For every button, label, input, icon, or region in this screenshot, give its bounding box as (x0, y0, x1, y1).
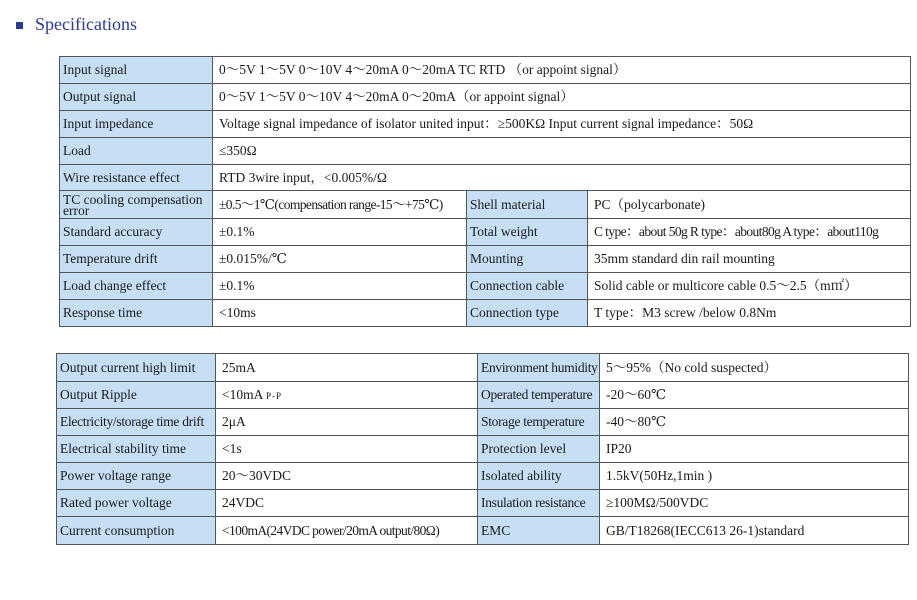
spec-value: 25mA (216, 354, 478, 382)
spec-label: Connection type (467, 300, 588, 327)
spec-label: Mounting (467, 246, 588, 273)
square-bullet-icon (16, 22, 23, 29)
spec-value: C type：about 50g R type：about80g A type：about110g (588, 219, 911, 246)
spec-label: Electricity/storage time drift (57, 409, 216, 436)
spec-value: ±0.1% (213, 273, 467, 300)
spec-value: 24VDC (216, 490, 478, 517)
table-row (60, 191, 911, 219)
spec-label: Connection cable (467, 273, 588, 300)
spec-value: 20～30VDC (216, 463, 478, 490)
spec-label: Current consumption (57, 517, 216, 545)
spec-label: Storage temperature (478, 409, 600, 436)
spec-value: 0～5V 1～5V 0～10V 4～20mA 0～20mA（or appoint signal） (213, 84, 911, 111)
spec-label: Insulation resistance (478, 490, 600, 517)
ripple-value: <10mA (222, 386, 263, 402)
spec-value: <1s (216, 436, 478, 463)
spec-label: Power voltage range (57, 463, 216, 490)
spec-label: Rated power voltage (57, 490, 216, 517)
spec-value: ≤350Ω (213, 138, 911, 165)
spec-value: T type：M3 screw /below 0.8Nm (588, 300, 911, 327)
spec-value: 5～95%（No cold suspected） (600, 354, 909, 382)
spec-value: ±0.1% (213, 219, 467, 246)
spec-label: Output signal (60, 84, 213, 111)
spec-label: Environment humidity (478, 354, 600, 382)
spec-label: Output current high limit (57, 354, 216, 382)
ripple-unit-subscript: P-P (266, 390, 283, 401)
spec-label: EMC (478, 517, 600, 545)
spec-value: 35mm standard din rail mounting (588, 246, 911, 273)
table-row (60, 111, 911, 138)
table-row (60, 57, 911, 84)
page-title: Specifications (35, 13, 137, 34)
spec-label: Load change effect (60, 273, 213, 300)
spec-value: IP20 (600, 436, 909, 463)
spec-value: <10ms (213, 300, 467, 327)
spec-value: -40～80℃ (600, 409, 909, 436)
table-row (57, 436, 909, 463)
section-heading (16, 12, 137, 36)
spec-table-general (59, 56, 911, 327)
spec-value (216, 382, 478, 409)
spec-table-electrical (56, 353, 909, 545)
spec-label: Isolated ability (478, 463, 600, 490)
table-row (60, 246, 911, 273)
table-row (57, 409, 909, 436)
table-row (57, 517, 909, 545)
spec-label: Input signal (60, 57, 213, 84)
table-row (60, 84, 911, 111)
spec-label: Total weight (467, 219, 588, 246)
spec-label: Response time (60, 300, 213, 327)
spec-label: Output Ripple (57, 382, 216, 409)
spec-value: 0～5V 1～5V 0～10V 4～20mA 0～20mA TC RTD （or appoint signal） (213, 57, 911, 84)
table-row (60, 273, 911, 300)
table-row (57, 490, 909, 517)
spec-label: Temperature drift (60, 246, 213, 273)
spec-label: Standard accuracy (60, 219, 213, 246)
spec-value: Solid cable or multicore cable 0.5～2.5（m㎡） (588, 273, 911, 300)
spec-value: 1.5kV(50Hz,1min ) (600, 463, 909, 490)
spec-label: Protection level (478, 436, 600, 463)
spec-value: ±0.5～1℃(compensation range-15～+75℃) (213, 191, 467, 219)
spec-label: TC cooling compensation error (60, 191, 213, 219)
spec-value: -20～60℃ (600, 382, 909, 409)
spec-value: <100mA(24VDC power/20mA output/80Ω) (216, 517, 478, 545)
spec-value: ≥100MΩ/500VDC (600, 490, 909, 517)
spec-value: ±0.015%/℃ (213, 246, 467, 273)
spec-label: Wire resistance effect (60, 165, 213, 191)
spec-label: Input impedance (60, 111, 213, 138)
table-row (60, 165, 911, 191)
spec-label: Operated temperature (478, 382, 600, 409)
spec-label: Load (60, 138, 213, 165)
spec-value: GB/T18268(IECC613 26-1)standard (600, 517, 909, 545)
table-row (57, 463, 909, 490)
spec-label: Shell material (467, 191, 588, 219)
spec-value: Voltage signal impedance of isolator united input：≥500KΩ Input current signal impedance：50Ω (213, 111, 911, 138)
table-row (60, 138, 911, 165)
spec-value: RTD 3wire input，<0.005%/Ω (213, 165, 911, 191)
spec-value: 2μA (216, 409, 478, 436)
spec-value: PC（polycarbonate) (588, 191, 911, 219)
table-row (57, 354, 909, 382)
table-row (60, 219, 911, 246)
spec-label: Electrical stability time (57, 436, 216, 463)
table-row (60, 300, 911, 327)
table-row (57, 382, 909, 409)
